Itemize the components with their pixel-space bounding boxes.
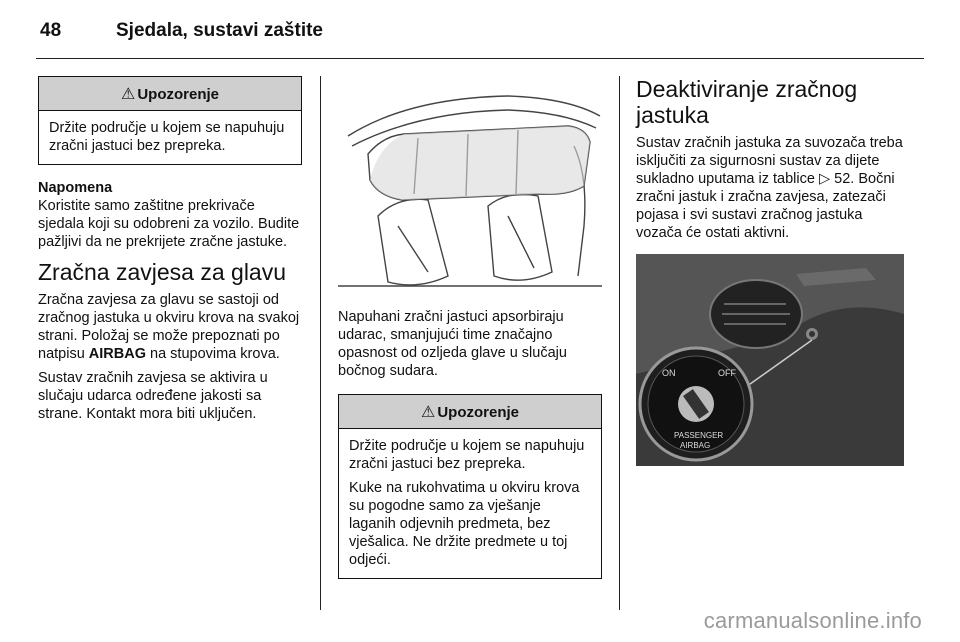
warning-text-2: Kuke na rukohvatima u okviru krova su pogodne samo za vješanje laganih odjevnih predmeta, bez vješalica. Ne držite predmete u toj odjeći. [349, 480, 580, 568]
car-interior-airbag-illustration [338, 76, 602, 296]
page-title: Sjedala, sustavi zaštite [116, 20, 323, 41]
warning-text-1: Držite područje u kojem se napuhuju zračni jastuci bez prepreka. [349, 438, 585, 472]
para-text: Zračna zavjesa za glavu se sastoji od zračnog jastuka u okviru krova na svakoj strani. Položaj se može prepoznati po natpisu [38, 292, 300, 362]
reference-arrow-icon: ▷ [818, 171, 831, 187]
warning-triangle-icon: ⚠ [420, 404, 436, 421]
figure-caption: Napuhani zračni jastuci apsorbiraju udarac, smanjujući time značajno opasnost od ozljeda glave u slučaju bočnog sudara. [338, 309, 567, 379]
airbag-label: AIRBAG [88, 346, 146, 362]
switch-on-label: ON [662, 368, 676, 378]
note-title: Napomena [38, 180, 113, 196]
column-3 [636, 76, 904, 466]
column-1 [38, 76, 302, 429]
note-text: Koristite samo zaštitne prekrivače sjedala koji su odobreni za vozilo. Budite pažljivi da ne prekrijete zračne jastuke. [38, 198, 300, 250]
switch-off-label: OFF [718, 368, 736, 378]
para-text: 52. Bočni zračni jastuk i zračna zavjesa, zatezači pojasa i svi sustavi zračnog jastuka vozača će ostati aktivni. [636, 171, 895, 241]
warning-box-2 [338, 394, 602, 579]
warning-text: Držite područje u kojem se napuhuju zračni jastuci bez prepreka. [49, 120, 285, 154]
column-divider-1 [320, 76, 321, 610]
section-title-airbag-deactivation: Deaktiviranje zračnog jastuka [636, 76, 858, 128]
warning-triangle-icon: ⚠ [120, 86, 136, 103]
warning-body [39, 111, 301, 164]
page-number: 48 [40, 20, 62, 41]
airbag-key-switch-photo [636, 254, 904, 466]
warning-header [39, 77, 301, 111]
switch-label-airbag: AIRBAG [680, 441, 711, 450]
head-curtain-para-2: Sustav zračnih zavjesa se aktivira u slučaju udarca određene jakosti sa strane. Kontakt mora biti uključen. [38, 370, 268, 422]
column-2 [338, 76, 602, 579]
header-rule [36, 58, 924, 59]
warning-title: Upozorenje [137, 86, 220, 103]
switch-label-passenger: PASSENGER [674, 431, 724, 440]
section-title-head-curtain: Zračna zavjesa za glavu [38, 259, 287, 285]
warning-box-1 [38, 76, 302, 165]
warning-header [339, 395, 601, 429]
para-text: Sustav zračnih jastuka za suvozača treba isključiti za sigurnosni sustav za dijete sukladno uputama iz tablice [636, 135, 903, 187]
column-divider-2 [619, 76, 620, 610]
page-header [40, 20, 323, 42]
deactivation-para [636, 134, 904, 242]
head-curtain-para-1 [38, 291, 302, 363]
para-text: na stupovima krova. [146, 346, 280, 362]
watermark: carmanualsonline.info [703, 608, 922, 633]
warning-body [339, 429, 601, 578]
warning-title: Upozorenje [437, 404, 520, 421]
